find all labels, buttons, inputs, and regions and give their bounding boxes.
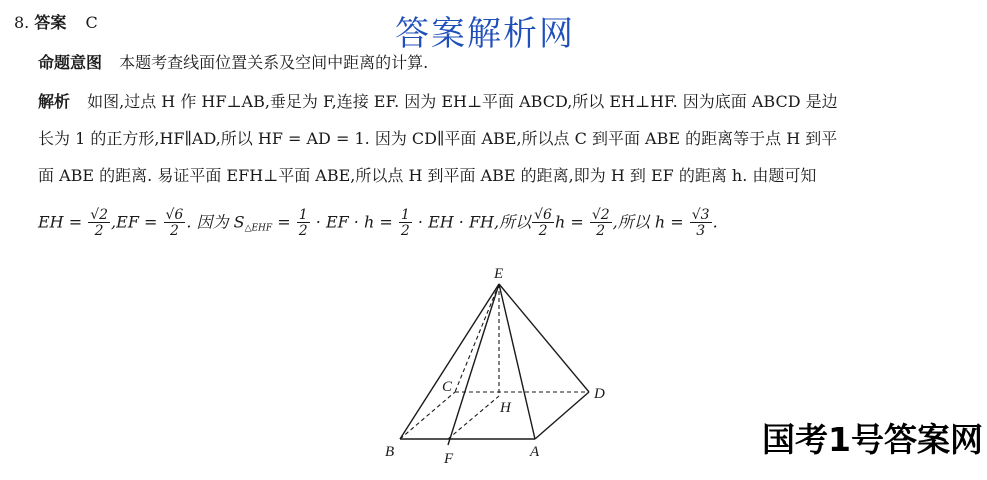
- fraction-root3: $\frac{√3}{3}$: [691, 207, 710, 239]
- intent-text: 本题考查线面位置关系及空间中距离的计算.: [119, 53, 429, 72]
- edge-ef: [448, 284, 499, 445]
- fraction-half-2: $\frac{1}{2}$: [400, 207, 410, 239]
- edge-ec-hidden: [455, 284, 499, 392]
- fraction-ef: $\frac{√6}{2}$: [165, 207, 184, 239]
- formula-mid2: · EH · FH,所以: [417, 212, 532, 232]
- edge-eb: [400, 284, 499, 439]
- top-watermark: 答案解析网: [395, 14, 575, 54]
- answer-value: C: [85, 13, 98, 32]
- fraction-eh: $\frac{√2}{2}$: [90, 207, 109, 239]
- formula-eh: EH =: [38, 212, 83, 232]
- formula-h-eq: h =: [554, 212, 584, 232]
- analysis-label: 解析: [38, 92, 71, 111]
- vertex-label-c: C: [442, 379, 453, 395]
- edge-bc-hidden: [400, 392, 455, 439]
- vertex-label-d: D: [594, 386, 605, 402]
- vertex-label-b: B: [385, 444, 395, 460]
- formula-eq1: =: [277, 212, 291, 232]
- vertex-label-h: H: [500, 400, 511, 416]
- edge-fh-hidden: [448, 396, 499, 439]
- triangle-subscript: △EHF: [244, 223, 273, 234]
- formula-so: ,所以 h =: [612, 212, 684, 232]
- fraction-root6: $\frac{√6}{2}$: [534, 207, 552, 239]
- answer-label: 答案: [34, 13, 67, 32]
- formula-end: .: [712, 212, 718, 232]
- vertex-label-a: A: [530, 444, 540, 460]
- edge-ad: [535, 392, 589, 439]
- analysis-line-3: 面 ABE 的距离. 易证平面 EFH⊥平面 ABE,所以点 H 到平面 ABE 的距离,即为 H 到 EF 的距离 h. 由题可知: [38, 166, 817, 185]
- question-number: 8.: [14, 13, 30, 32]
- analysis-text-1: 如图,过点 H 作 HF⊥AB,垂足为 F,连接 EF. 因为 EH⊥平面 ABCD,所以 EH⊥HF. 因为底面 ABCD 是边: [87, 92, 838, 111]
- vertex-label-f: F: [444, 451, 454, 467]
- fraction-root2: $\frac{√2}{2}$: [591, 207, 610, 239]
- analysis-line-2: 长为 1 的正方形,HF∥AD,所以 HF = AD = 1. 因为 CD∥平面 ABE,所以点 C 到平面 ABE 的距离等于点 H 到平: [38, 129, 838, 148]
- bottom-right-watermark: 国考1号答案网: [762, 420, 983, 459]
- formula-mid1: · EF · h =: [315, 212, 393, 232]
- vertex-label-e: E: [494, 266, 504, 282]
- intent-label: 命题意图: [38, 53, 103, 72]
- formula-because: . 因为 S: [186, 212, 245, 232]
- edge-ed: [499, 284, 589, 392]
- pyramid-solid-edges: [400, 284, 589, 445]
- fraction-half-1: $\frac{1}{2}$: [298, 207, 308, 239]
- formula-ef: ,EF =: [111, 212, 158, 232]
